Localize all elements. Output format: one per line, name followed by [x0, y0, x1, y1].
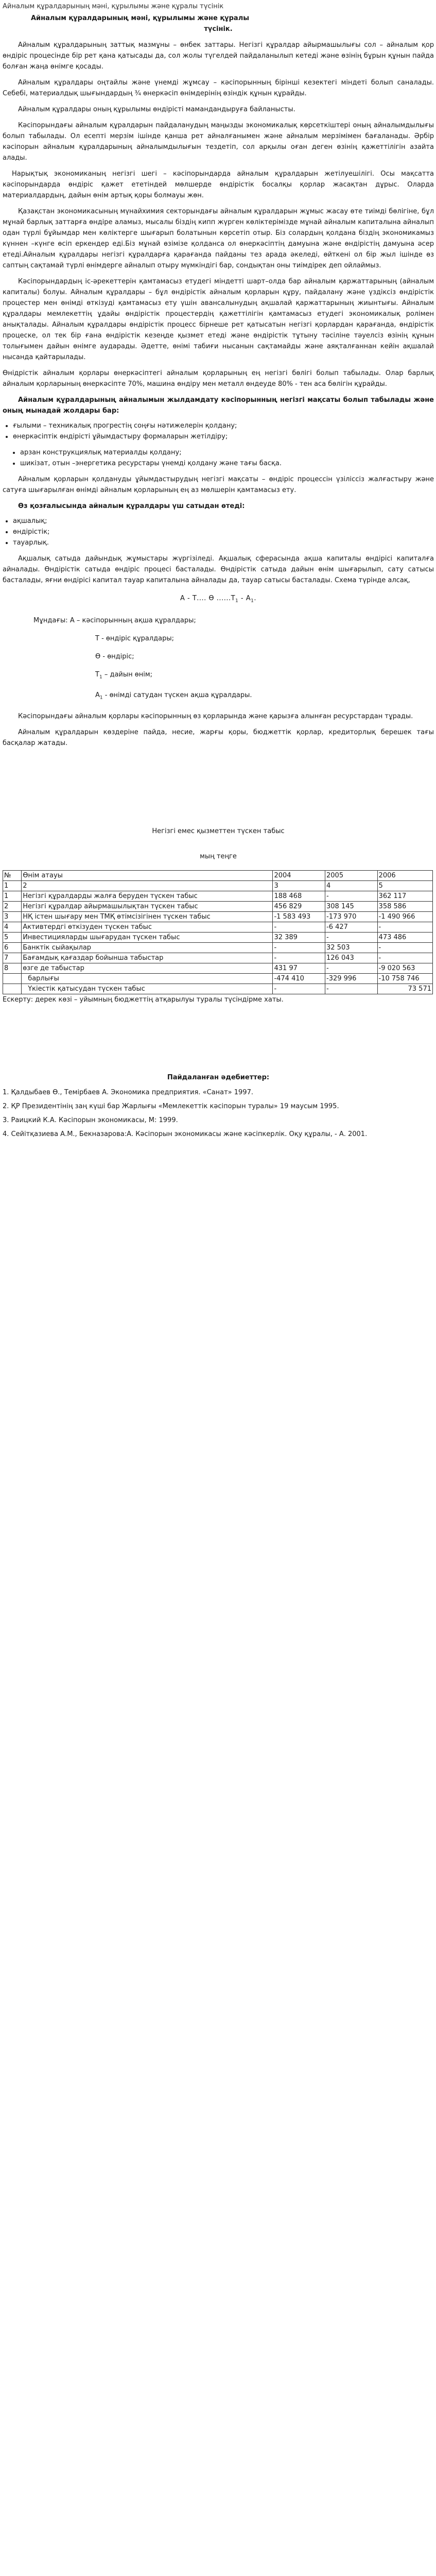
- paragraph-11: Кәсіпорындағы айналым қорлары кәсіпорынның өз қорларында және қарызға алынған ресурстардан тұрады.: [18, 712, 413, 720]
- stages-list: [3, 516, 434, 548]
- references-title: Пайдаланған әдебиеттер:: [167, 1073, 270, 1081]
- table-cell: -: [325, 891, 378, 901]
- table-row: [3, 932, 433, 942]
- table-cell: 3: [3, 911, 22, 922]
- table-cell: НҚ істен шығару мен ТМҚ өтімсізігінен түскен табыс: [22, 911, 273, 922]
- paragraph-3: Айналым құралдары оның құрылымы өндірісті мамандандыруға байланысты.: [18, 106, 295, 113]
- breadcrumb: Айналым құралдарының мәні, құрылымы және құралы түсінік: [3, 3, 224, 10]
- table-cell: Инвестицияларды шығарудан түскен табыс: [22, 932, 273, 942]
- paragraph-5: Нарықтық экономиканың негізгі шегі – кәсіпорындарда айналым құралдарын жетілуешілігі. Осы мақсатта кәсіпорындарда өндіріс қажет ететіндей мөлшерде өндірістік босалқы қорлар жасақтан дұрыс. Оларда материалдардың, дайын өнім артық қоры болмауы жөн.: [3, 170, 434, 199]
- table-cell: -173 970: [325, 911, 378, 922]
- table-cell: -329 996: [325, 973, 378, 984]
- table-cell: -: [325, 984, 378, 994]
- acceleration-list: [3, 420, 434, 442]
- table-cell: -: [273, 984, 325, 994]
- table-cell: 188 468: [273, 891, 325, 901]
- table-cell: Негізгі құралдарды жалға беруден түскен табыс: [22, 891, 273, 901]
- table-cell: -: [377, 922, 432, 932]
- paragraph-2: Айналым құралдары оңтайлы және үнемді жұмсау – кәсіпорынның бірінші кезектегі міндеті болып саналады. Себебі, материалдық шығындардың ¾ өнеркәсіп өнімдерінің өзіндік құнын құрайды.: [3, 79, 434, 97]
- table-row: [3, 953, 433, 963]
- table-cell: -9 020 563: [377, 963, 432, 973]
- table-cell: 1: [3, 891, 22, 901]
- acceleration-sublist: [3, 447, 434, 469]
- reference-item: 1. Қалдыбаев Ө., Темірбаев А. Экономика предприятия. «Санат» 1997.: [3, 1088, 253, 1096]
- table-row: [3, 901, 433, 911]
- table-cell: 358 586: [377, 901, 432, 911]
- income-table: [3, 870, 433, 994]
- table-cell: өзге де табыстар: [22, 963, 273, 973]
- table-cell: -: [273, 942, 325, 953]
- table-cell: Банктік сыйақылар: [22, 942, 273, 953]
- table-cell: [3, 984, 22, 994]
- table-cell: -: [377, 953, 432, 963]
- section-heading-acceleration: Айналым құралдарының айналымын жылдамдату кәсіпорынның негізгі мақсаты болып табылады және оның мынадай жолдары бар:: [3, 396, 434, 415]
- table-cell: 7: [3, 953, 22, 963]
- legend-item: $А_1$ - өнімді сатудан түскен ақша құралдары.: [95, 691, 252, 701]
- table-header-row: [3, 870, 433, 880]
- table-cell: -: [377, 942, 432, 953]
- paragraph-12: Айналым құралдарын көздеріне пайда, несие, жарғы қоры, бюджеттік қорлар, кредиторлық берешек тағы басқалар жатады.: [3, 728, 434, 747]
- table-row-total: [3, 973, 433, 984]
- list-item: • шикізат, отын –энергетика ресурстары үнемді қолдану және тағы басқа.: [20, 458, 434, 469]
- list-item: • ақшалық;: [13, 516, 434, 527]
- circulation-formula: А - Т.... Ө $......Т_1 - А_1$.: [180, 595, 257, 604]
- table-cell: 8: [3, 963, 22, 973]
- table-cell: 2: [22, 880, 273, 891]
- table-cell: -: [325, 963, 378, 973]
- table-cell: -1 490 966: [377, 911, 432, 922]
- paragraph-4: Кәсіпорындағы айналым құралдарын пайдаланудың маңызды экономикалық көрсеткіштері оның айналымдылығы болып табылады. Ол есепті мерзім ішінде қанша рет айналғанымен және айналым мерзімімен бағаланады. Әрбір кәсіпорын айналым құралдарының айналымдылығын тездетіп, сол арқылы оған деген өзінің қажеттілігін азайта алады.: [3, 122, 434, 162]
- blank-space: [3, 1010, 434, 1072]
- table-row: [3, 891, 433, 901]
- table-row: [3, 963, 433, 973]
- reference-item: 2. ҚР Президентінің заң күші бар Жарлығы «Мемлекеттік кәсіпорын туралы» 19 маусым 1995.: [3, 1102, 339, 1110]
- legend-item: $Т_1$ – дайын өнім;: [95, 670, 153, 680]
- table-cell: 3: [273, 880, 325, 891]
- legend-item: Ө - өндіріс;: [95, 652, 134, 660]
- table-cell: -6 427: [325, 922, 378, 932]
- table-cell: 32 503: [325, 942, 378, 953]
- table-cell: [3, 973, 22, 984]
- table-cell: 473 486: [377, 932, 432, 942]
- table-row: [3, 942, 433, 953]
- table-cell: 456 829: [273, 901, 325, 911]
- list-item: • ғылыми – техникалық прогрестің соңғы нәтижелерін қолдану;: [13, 420, 434, 431]
- page-title-continued: түсінік.: [204, 25, 233, 33]
- table-cell: -1 583 493: [273, 911, 325, 922]
- table-cell: -474 410: [273, 973, 325, 984]
- reference-item: 4. Сейітқазиева А.М., Бекназарова:А. Кәсіпорын экономикасы және кәсіпкерлік. Оқу құралы, - А. 2001.: [3, 1130, 368, 1138]
- table-header-cell: №: [3, 870, 22, 880]
- table-cell: -10 758 746: [377, 973, 432, 984]
- table-cell: 126 043: [325, 953, 378, 963]
- table-cell: 362 117: [377, 891, 432, 901]
- table-cell: 431 97: [273, 963, 325, 973]
- table-cell: 32 389: [273, 932, 325, 942]
- table-header-cell: Өнім атауы: [22, 870, 273, 880]
- table-cell: -: [273, 953, 325, 963]
- list-item: • тауарлық.: [13, 537, 434, 548]
- table-cell: Үкіестік қатысудан түскен табыс: [22, 984, 273, 994]
- paragraph-8: Өнідрістік айналым қорлары өнеркәсіптегі айналым қорларының ең негізгі бөлігі болып табылады. Олар барлық айналым қорларының өнеркәсіпте 70%, машина өндіру мен металл өндеуде 80% - тен аса бөлігін құрайды.: [3, 369, 434, 388]
- table-row: [3, 984, 433, 994]
- document-page: [0, 0, 436, 1140]
- formula-legend: [3, 615, 434, 704]
- paragraph-10: Ақшалық сатыда дайындық жұмыстары жүргізіледі. Ақшалық сферасында ақша капиталы өндірісі капиталға айналады. Өндірістік сатыда өндіріс процесі басталады. Өндірістік сатыда дайын өнім шығарылып, сату сатысы басталады, яғни өндірісі капитал тауар капиталына айналады да, тауар сатысы басталады. Схема түрінде алсақ,: [3, 555, 434, 584]
- section-heading-stages: Өз қозғалысында айналым құралдары үш сатыдан өтеді:: [18, 502, 245, 510]
- paragraph-6: Қазақстан экономикасының мүнайхимия секторындағы айналым құралдарын жұмыс жасау өте тиімді бөлігіне, бұл мұнай барлық заттарға өндіре аламыз, мысалы біздің кипп жүрген көліктерімізде мұнай айналым капиталына айналып одан түрлі бұйымдар мен көліктерге шығарып болатынын көрсетіп отыр. Біз солардың қолдана біздің экономикамыз күннен –күнге өсіп еркендер еді.Біз мұнай өзімізе қолданса ол өнеркәсіптің дамуына және өндірістің дамуына әсер етеді.Айналым құралдары негізгі құралдарға қарағанда пайданы тез арада әкеледі, өйткені ол бір жыл ішінде өз саптың сақтамай түрлі өнімдерге айналып отыру мүмкіндігі бар, сондықтан оны тиімдірек деп ойлаймыз.: [3, 208, 434, 269]
- table-cell: Негізгі құралдар айырмашылықтан түскен табыс: [22, 901, 273, 911]
- list-item: • өндірістік;: [13, 527, 434, 537]
- table-row: [3, 922, 433, 932]
- page-title: Айналым құралдарының мәні, құрылымы және құралы: [31, 14, 249, 22]
- table-cell: 4: [325, 880, 378, 891]
- list-item: • арзан конструкциялық материалды қолдану;: [20, 447, 434, 458]
- legend-item: Т - өндіріс құралдары;: [95, 634, 175, 642]
- table-cell: 73 571: [377, 984, 432, 994]
- table-cell: 5: [377, 880, 432, 891]
- table-cell: Бағамдық қағаздар бойынша табыстар: [22, 953, 273, 963]
- table-title: Негізгі емес қызметтен түскен табыс: [152, 827, 285, 835]
- table-header-cell: 2006: [377, 870, 432, 880]
- table-row: [3, 911, 433, 922]
- paragraph-9: Айналым қорларын қолдануды ұйымдастырудың негізгі мақсаты – өндіріс процессін үзіліссіз жалғастыру және сатуға шығарылған өнімді айналым қорларының ең аз мөлшерін қамтамасыз ету.: [3, 476, 434, 494]
- table-header-cell: 2004: [273, 870, 325, 880]
- legend-item: Мұндағы: А – кәсіпорынның ақша құралдары;: [33, 616, 196, 624]
- table-cell: 4: [3, 922, 22, 932]
- table-cell: Активтердгі өткізуден түскен табыс: [22, 922, 273, 932]
- blank-space: [3, 754, 434, 826]
- paragraph-1: Айналым құралдарының заттық мазмұны – өнбек заттары. Негізгі құралдар айырмашылығы сол – айналым қор өндіріс процесінде бір рет қана қатысады да, сол жолы түгелдей пайдаланылып кетеді және өзінің бұрын құнын пайда болған жаңа өнімге қосады.: [3, 41, 434, 71]
- paragraph-7: Кәсіпорындардың іс-әрекеттерін қамтамасыз етудегі міндетті шарт–олда бар айналым қаржаттарының (айналым капиталы) болуы. Айналым құралдары – бұл өндірістік айналым қорларын құру, пайдалану және үздіксіз өндірістік процестер мен өнімді өткізуді қамтамасыз ету үшін авансалынудың ақшалай қаржаттарының жиынтығы. Айналым құралдары мемлекеттің ұдайы өндірістік процестердің қажеттілігін қамтамасыз етудегі экономикалық ролімен анықталады. Айналым құралдары өндірістік процесс бірнеше рет қатысатын негізгі қорлардан қарағанда, өндірістік процеске, ол тек бір ғана өндірістік кезеңде қызмет етеді және өндірістік тұтыну тәсіліне тәуелсіз өзінің құнын толығымен дайын өнімге аударады. Әдетте, өнімі табиғи нысанын сақтамайды және аяқталғаннан кейін ақшалай нысанда қайтарылады.: [3, 278, 434, 361]
- table-header-cell: 2005: [325, 870, 378, 880]
- table-cell: 6: [3, 942, 22, 953]
- table-cell: барлығы: [22, 973, 273, 984]
- table-unit: мың теңге: [200, 852, 237, 860]
- table-cell: -: [325, 932, 378, 942]
- reference-item: 3. Раицкий К.А. Кәсіпорын экономикасы, М: 1999.: [3, 1116, 178, 1124]
- table-cell: 5: [3, 932, 22, 942]
- table-note: Ескерту: дерек көзі – уйымның бюджеттің атқарылуы туралы түсіндірме хаты.: [3, 995, 284, 1004]
- table-cell: -: [273, 922, 325, 932]
- table-cell: 308 145: [325, 901, 378, 911]
- list-item: • өнеркәсіптік өндірісті ұйымдастыру формаларын жетілдіру;: [13, 431, 434, 442]
- table-cell: 2: [3, 901, 22, 911]
- table-cell: 1: [3, 880, 22, 891]
- table-index-row: [3, 880, 433, 891]
